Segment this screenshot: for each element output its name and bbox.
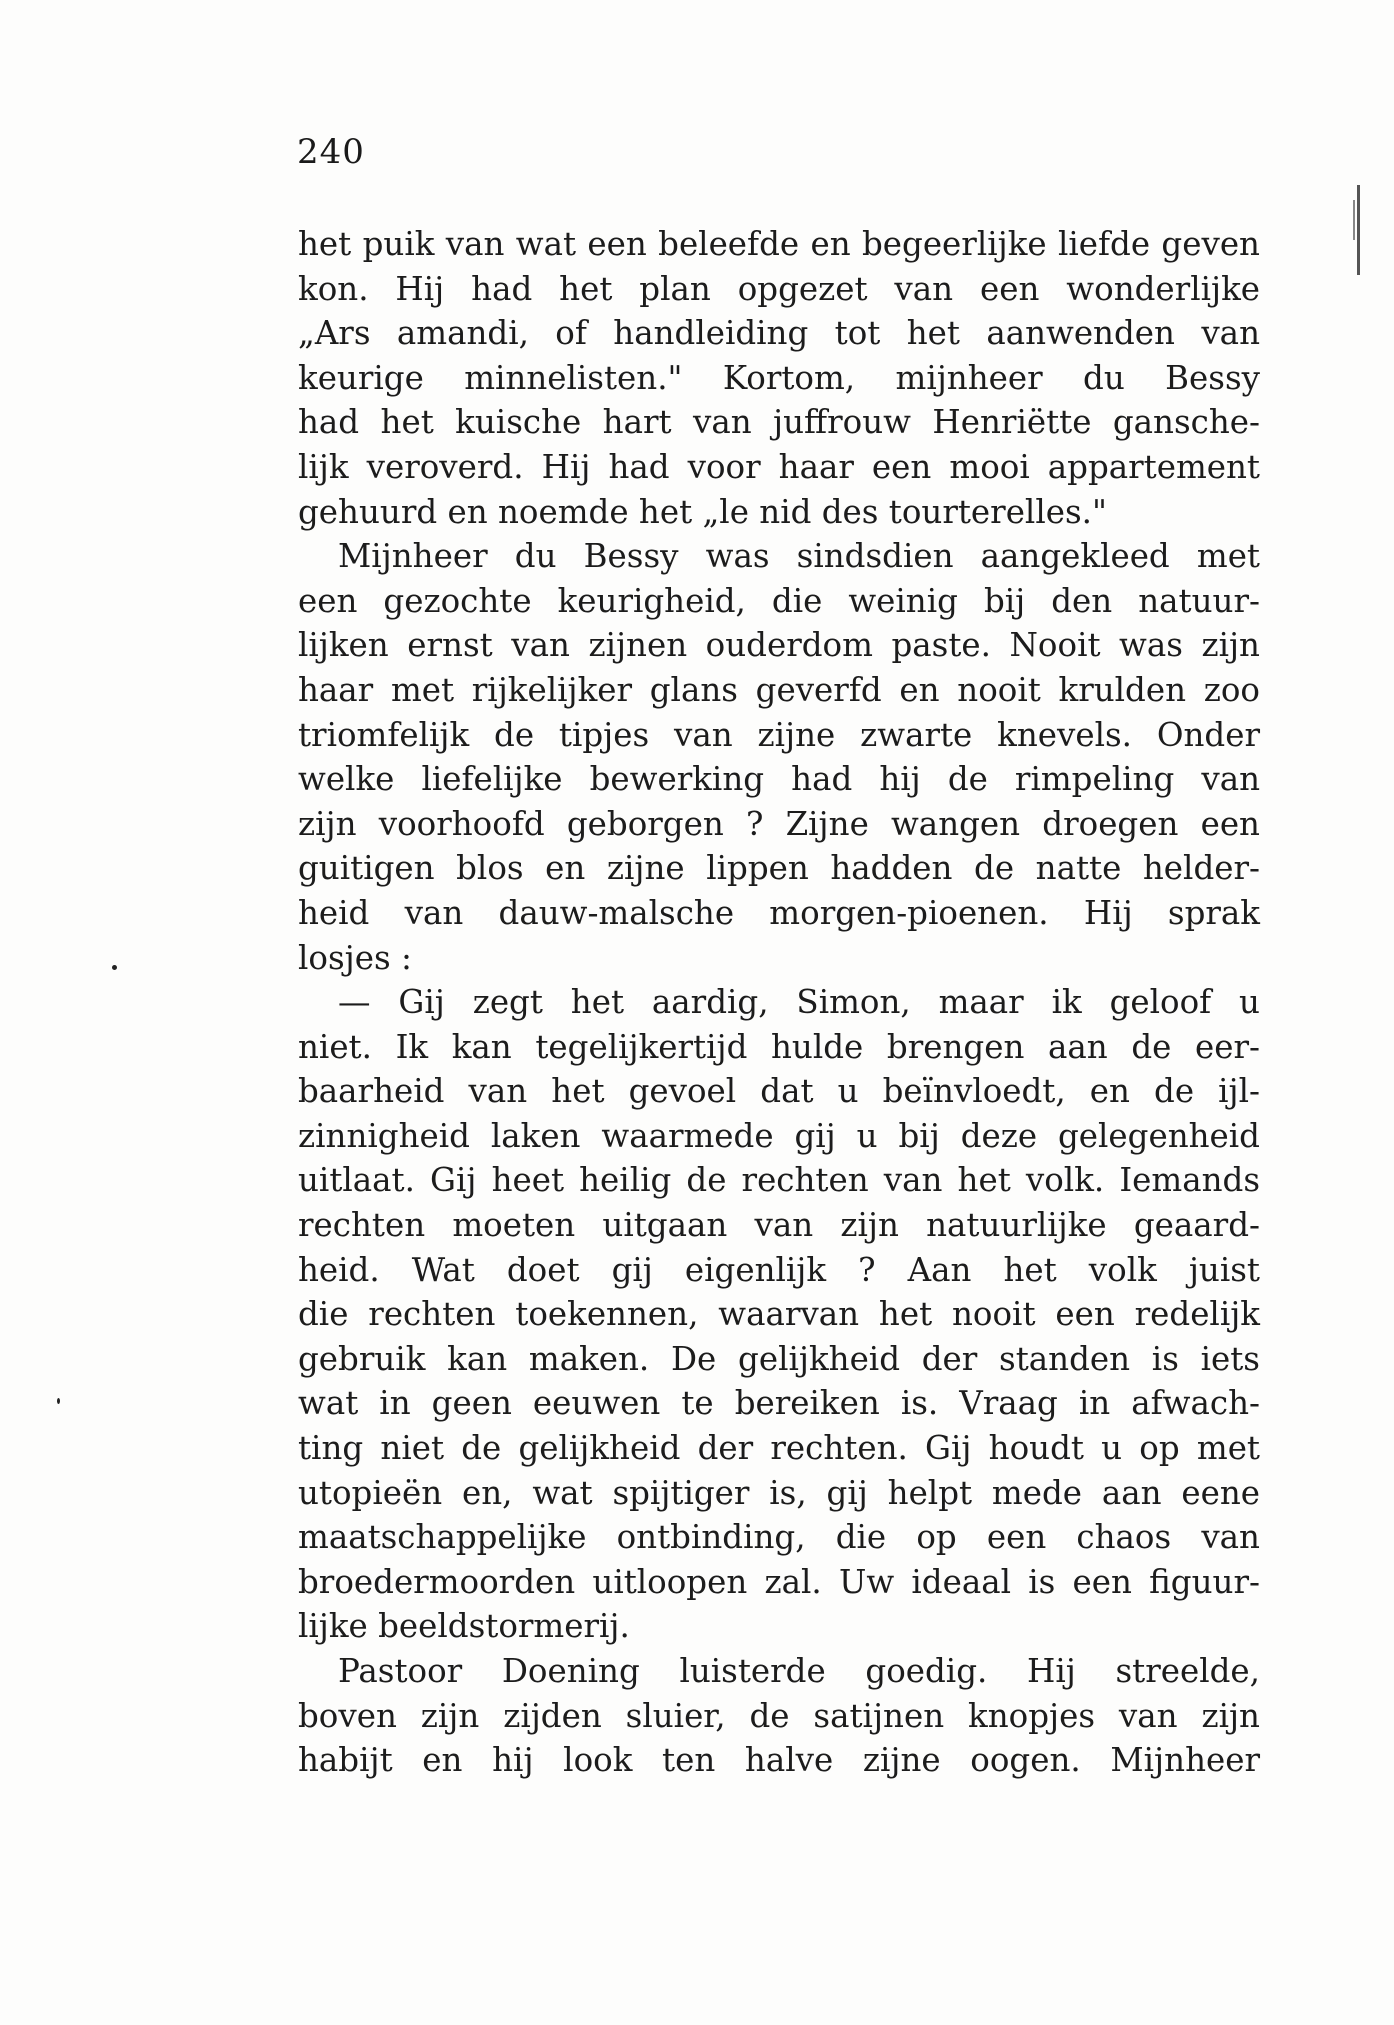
text-line: die rechten toekennen, waarvan het nooit een redelijk [298,1295,1260,1334]
scan-artifact [1357,185,1360,275]
text-line: ting niet de gelijkheid der rechten. Gij houdt u op met [298,1429,1260,1468]
text-line: zijn voorhoofd geborgen ? Zijne wangen droegen een [298,804,1260,843]
text-line: triomfelijk de tipjes van zijne zwarte knevels. Onder [298,715,1260,754]
page-number: 240 [297,132,365,172]
text-line: niet. Ik kan tegelijkertijd hulde brengen aan de eer- [298,1027,1260,1066]
body-text [298,222,1260,1783]
text-line: een gezochte keurigheid, die weinig bij den natuur- [298,581,1260,620]
text-line: rechten moeten uitgaan van zijn natuurlijke geaard- [298,1206,1260,1245]
text-line: heid. Wat doet gij eigenlijk ? Aan het volk juist [298,1250,1260,1289]
text-line: gebruik kan maken. De gelijkheid der standen is iets [298,1339,1260,1378]
text-line: haar met rijkelijker glans geverfd en nooit krulden zoo [298,670,1260,709]
text-line: baarheid van het gevoel dat u beïnvloedt, en de ijl- [298,1072,1260,1111]
text-line: maatschappelijke ontbinding, die op een chaos van [298,1518,1260,1557]
text-line: broedermoorden uitloopen zal. Uw ideaal is een figuur- [298,1562,1260,1601]
scan-speck [57,1398,60,1404]
scan-artifact [1353,200,1355,240]
text-line: heid van dauw-malsche morgen-pioenen. Hij sprak [298,893,1260,932]
text-line: losjes : [298,938,412,977]
text-line: lijk veroverd. Hij had voor haar een mooi appartement [298,447,1260,486]
text-line: wat in geen eeuwen te bereiken is. Vraag in afwach- [298,1384,1260,1423]
text-line: uitlaat. Gij heet heilig de rechten van het volk. Iemands [298,1161,1260,1200]
text-line: Pastoor Doening luisterde goedig. Hij streelde, [338,1652,1260,1690]
text-line: keurige minnelisten." Kortom, mijnheer du Bessy [298,358,1260,397]
text-line: lijke beeldstormerij. [298,1607,630,1646]
text-line: had het kuische hart van juffrouw Henriëtte gansche- [298,403,1260,442]
text-line: gehuurd en noemde het „le nid des tourterelles." [298,492,1107,531]
text-line: welke liefelijke bewerking had hij de rimpeling van [298,760,1260,799]
text-line: het puik van wat een beleefde en begeerlijke liefde geven [298,225,1260,263]
text-line: — Gij zegt het aardig, Simon, maar ik geloof u [338,983,1260,1022]
text-line: lijken ernst van zijnen ouderdom paste. Nooit was zijn [298,626,1260,665]
text-line: zinnigheid laken waarmede gij u bij deze gelegenheid [298,1116,1260,1155]
text-line: Mijnheer du Bessy was sindsdien aangekleed met [338,537,1260,576]
text-line: boven zijn zijden sluier, de satijnen knopjes van zijn [298,1696,1260,1735]
text-line: „Ars amandi, of handleiding tot het aanwenden van [298,314,1260,353]
text-line: utopieën en, wat spijtiger is, gij helpt mede aan eene [298,1473,1260,1512]
scan-speck [112,965,117,970]
text-line: habijt en hij look ten halve zijne oogen. Mijnheer [298,1741,1260,1780]
text-line: guitigen blos en zijne lippen hadden de natte helder- [298,849,1260,888]
text-line: kon. Hij had het plan opgezet van een wonderlijke [298,269,1260,308]
